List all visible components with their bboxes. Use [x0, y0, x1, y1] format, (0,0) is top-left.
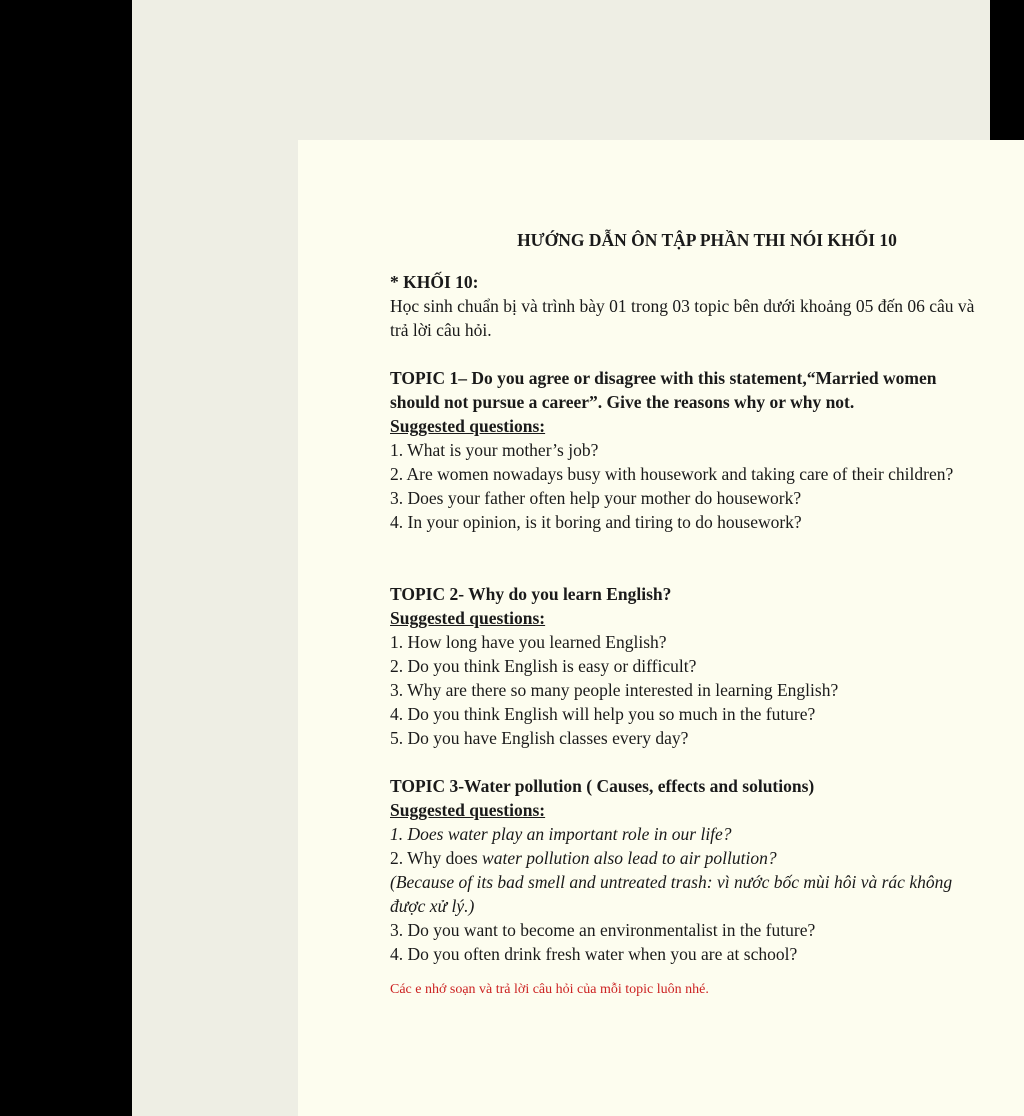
grade-heading: * KHỐI 10:: [390, 272, 479, 292]
list-item: 4. Do you often drink fresh water when you are at school?: [390, 944, 798, 964]
topic-3-questions: [390, 822, 990, 966]
list-item: 2. Do you think English is easy or difficult?: [390, 656, 697, 676]
viewer-backdrop: [132, 0, 990, 1116]
document-content: [390, 228, 990, 1000]
topic-3-title: TOPIC 3-Water pollution ( Causes, effects and solutions): [390, 776, 815, 796]
topic-3: [390, 774, 990, 966]
topic-2-title: TOPIC 2- Why do you learn English?: [390, 584, 672, 604]
topic-1-questions: [390, 438, 990, 534]
question-prefix: 2. Why does: [390, 848, 483, 868]
question-note: (Because of its bad smell and untreated trash: vì nước bốc mùi hôi và rác không được xử lý.): [390, 872, 953, 916]
document-title: HƯỚNG DẪN ÔN TẬP PHẦN THI NÓI KHỐI 10: [517, 230, 897, 250]
topic-2-suggested-label: Suggested questions:: [390, 608, 546, 628]
topic-2: [390, 582, 990, 750]
list-item: 1. Does water play an important role in our life?: [390, 824, 732, 844]
list-item: 2. Are women nowadays busy with housework and taking care of their children?: [390, 464, 954, 484]
topic-1: [390, 366, 990, 534]
topic-3-suggested-label: Suggested questions:: [390, 800, 546, 820]
list-item: 1. What is your mother’s job?: [390, 440, 599, 460]
question-italic: water pollution also lead to air pollution?: [482, 848, 777, 868]
topic-1-suggested-label: Suggested questions:: [390, 416, 546, 436]
list-item: 4. In your opinion, is it boring and tiring to do housework?: [390, 512, 802, 532]
list-item: 3. Does your father often help your mother do housework?: [390, 488, 802, 508]
list-item: 3. Why are there so many people interested in learning English?: [390, 680, 839, 700]
document-page: [298, 140, 1024, 1116]
list-item: 4. Do you think English will help you so much in the future?: [390, 704, 816, 724]
list-item: 1. How long have you learned English?: [390, 632, 667, 652]
list-item: 3. Do you want to become an environmentalist in the future?: [390, 920, 816, 940]
footer-note: Các e nhớ soạn và trả lời câu hỏi của mỗi topic luôn nhé.: [390, 982, 709, 997]
topic-2-questions: [390, 630, 990, 750]
intro-text: Học sinh chuẩn bị và trình bày 01 trong 03 topic bên dưới khoảng 05 đến 06 câu và trả lời câu hỏi.: [390, 296, 975, 340]
list-item: 5. Do you have English classes every day?: [390, 728, 689, 748]
topic-1-title: TOPIC 1– Do you agree or disagree with this statement,“Married women should not pursue a career”. Give the reasons why or why not.: [390, 368, 937, 412]
list-item: [390, 846, 990, 870]
